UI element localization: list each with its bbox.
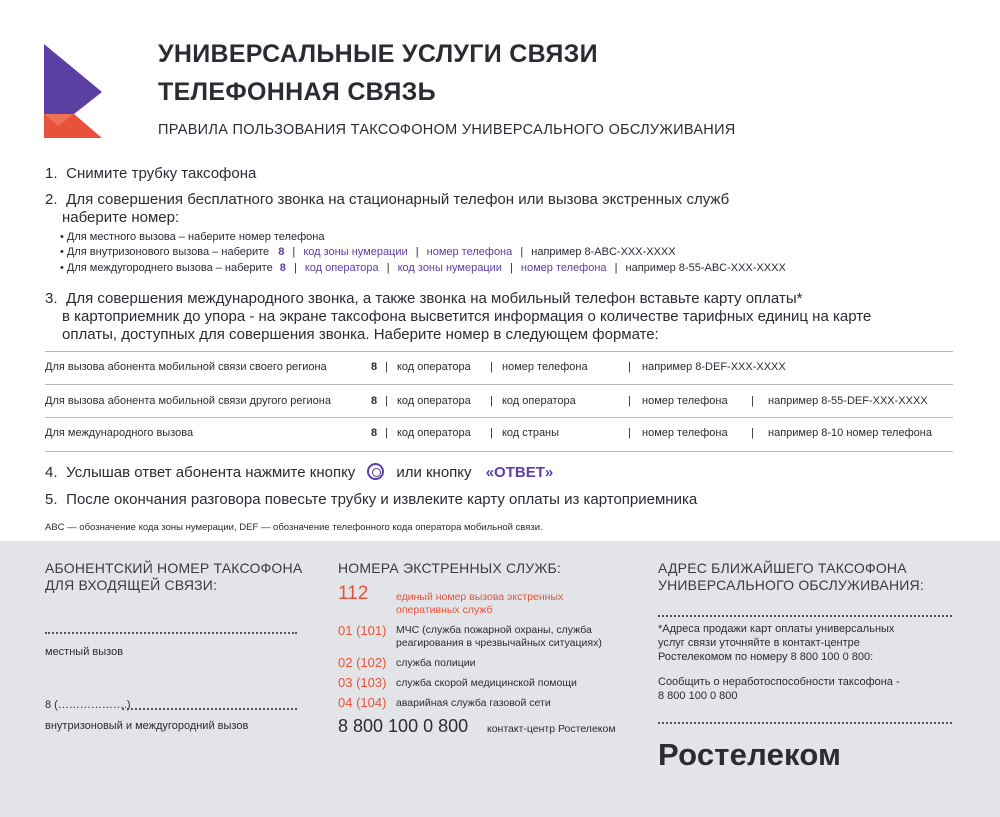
table-row-label: Для вызова абонента мобильной связи своего региона (45, 361, 327, 373)
table-row-label: Для вызова абонента мобильной связи другого региона (45, 395, 331, 407)
table-cell-eight: 8 (371, 427, 378, 439)
table-divider (45, 351, 953, 352)
step-2-line2: наберите номер: (62, 209, 180, 226)
table-cell-sep: | (751, 395, 754, 407)
emergency-code: 03 (103) (338, 675, 387, 690)
table-cell-example: например 8-DEF-XXX-XXXX (642, 361, 786, 373)
intercity-call-label: внутризоновый и междугородний вызов (45, 720, 249, 732)
table-cell-c1: код оператора (397, 361, 471, 373)
intercity-number-blank (122, 708, 297, 710)
step-4: 4. Услышав ответ абонента нажмите кнопку или кнопку «ОТВЕТ» (45, 464, 554, 481)
emergency-desc: МЧС (служба пожарной охраны, служба реагирования в чрезвычайных ситуациях) (396, 624, 602, 649)
address-blank (658, 615, 952, 617)
step-1: 1. Снимите трубку таксофона (45, 165, 257, 182)
report-blank (658, 722, 952, 724)
step-5: 5. После окончания разговора повесьте трубку и извлеките карту оплаты из картоприемника (45, 491, 698, 508)
step-3: 3. Для совершения международного звонка, а также звонка на мобильный телефон вставьте карту оплаты* (45, 290, 803, 307)
table-cell-sep: | (490, 395, 493, 407)
table-divider (45, 417, 953, 418)
footnote: ABC — обозначение кода зоны нумерации, DEF — обозначение телефонного кода оператора мобильной связи. (45, 522, 543, 533)
page-title: УНИВЕРСАЛЬНЫЕ УСЛУГИ СВЯЗИ (158, 40, 598, 68)
table-cell-sep: | (751, 427, 754, 439)
table-cell-sep: | (385, 361, 388, 373)
emergency-desc: аварийная служба газовой сети (396, 697, 551, 709)
table-cell-c2: код оператора (502, 395, 576, 407)
table-cell-eight: 8 (371, 361, 378, 373)
payphone-address-header: АДРЕС БЛИЖАЙШЕГО ТАКСОФОНА УНИВЕРСАЛЬНОГО ОБСЛУЖИВАНИЯ: (658, 560, 924, 593)
table-divider (45, 384, 953, 385)
table-cell-sep: | (628, 395, 631, 407)
table-cell-sep: | (490, 361, 493, 373)
bullet-intrazone: • Для внутризонового вызова – наберите 8 | код зоны нумерации | номер телефона | например 8-ABC-XXX-XXXX (60, 246, 676, 258)
emergency-header: НОМЕРА ЭКСТРЕННЫХ СЛУЖБ: (338, 560, 561, 576)
bullet-local: • Для местного вызова – наберите номер телефона (60, 231, 325, 243)
hotline-number: 8 800 100 0 800 (338, 716, 469, 736)
table-cell-c1: код оператора (397, 395, 471, 407)
table-cell-example: например 8-10 номер телефона (768, 427, 932, 439)
intercity-prefix: 8 (……………….) (45, 699, 131, 711)
rostelecom-wordmark: Ростелеком (658, 737, 842, 772)
table-cell-sep: | (628, 427, 631, 439)
incoming-number-header: АБОНЕНТСКИЙ НОМЕР ТАКСОФОНА ДЛЯ ВХОДЯЩЕЙ СВЯЗИ: (45, 560, 303, 593)
emergency-code: 02 (102) (338, 655, 387, 670)
emergency-desc: служба скорой медицинской помощи (396, 677, 577, 689)
table-divider (45, 451, 953, 452)
emergency-code: 01 (101) (338, 623, 387, 638)
table-cell-c2: номер телефона (502, 361, 588, 373)
table-cell-c1: код оператора (397, 427, 471, 439)
local-number-blank (45, 632, 297, 634)
table-cell-sep: | (628, 361, 631, 373)
emergency-desc: служба полиции (396, 657, 476, 669)
rostelecom-logo-icon (44, 44, 102, 138)
report-fault-note: Сообщить о неработоспособности таксофона - 8 800 100 0 800 (658, 676, 900, 702)
call-button-icon (367, 463, 384, 480)
table-cell-eight: 8 (371, 395, 378, 407)
emergency-main-desc: единый номер вызова экстренных оперативных служб (396, 591, 564, 616)
step-3-line3: оплаты, доступных для совершения звонка. Наберите номер в следующем формате: (62, 326, 659, 343)
emergency-code: 04 (104) (338, 695, 387, 710)
table-cell-sep: | (385, 427, 388, 439)
table-cell-c3: номер телефона (642, 427, 728, 439)
table-cell-c3: номер телефона (642, 395, 728, 407)
hotline-desc: контакт-центр Ростелеком (487, 723, 616, 735)
table-cell-c2: код страны (502, 427, 560, 439)
local-call-label: местный вызов (45, 646, 124, 658)
emergency-main-code: 112 (338, 583, 369, 604)
bullet-intercity: • Для междугороднего вызова – наберите 8 | код оператора | код зоны нумерации | номер телефона | например 8-55-ABC-XXX-XXXX (60, 262, 786, 274)
table-cell-sep: | (385, 395, 388, 407)
page-subtitle: ПРАВИЛА ПОЛЬЗОВАНИЯ ТАКСОФОНОМ УНИВЕРСАЛЬНОГО ОБСЛУЖИВАНИЯ (158, 122, 736, 138)
table-cell-example: например 8-55-DEF-XXX-XXXX (768, 395, 928, 407)
card-sales-note: *Адреса продажи карт оплаты универсальных услуг связи уточняйте в контакт-центре Ростелекомом по номеру 8 800 100 0 800: (658, 623, 895, 663)
step-2: 2. Для совершения бесплатного звонка на стационарный телефон или вызова экстренных служб (45, 191, 730, 208)
page-title-secondary: ТЕЛЕФОННАЯ СВЯЗЬ (158, 78, 436, 106)
step-3-line2: в картоприемник до упора - на экране таксофона высветится информация о количестве тарифных единиц на карте (62, 308, 872, 325)
table-cell-sep: | (490, 427, 493, 439)
table-row-label: Для международного вызова (45, 427, 194, 439)
